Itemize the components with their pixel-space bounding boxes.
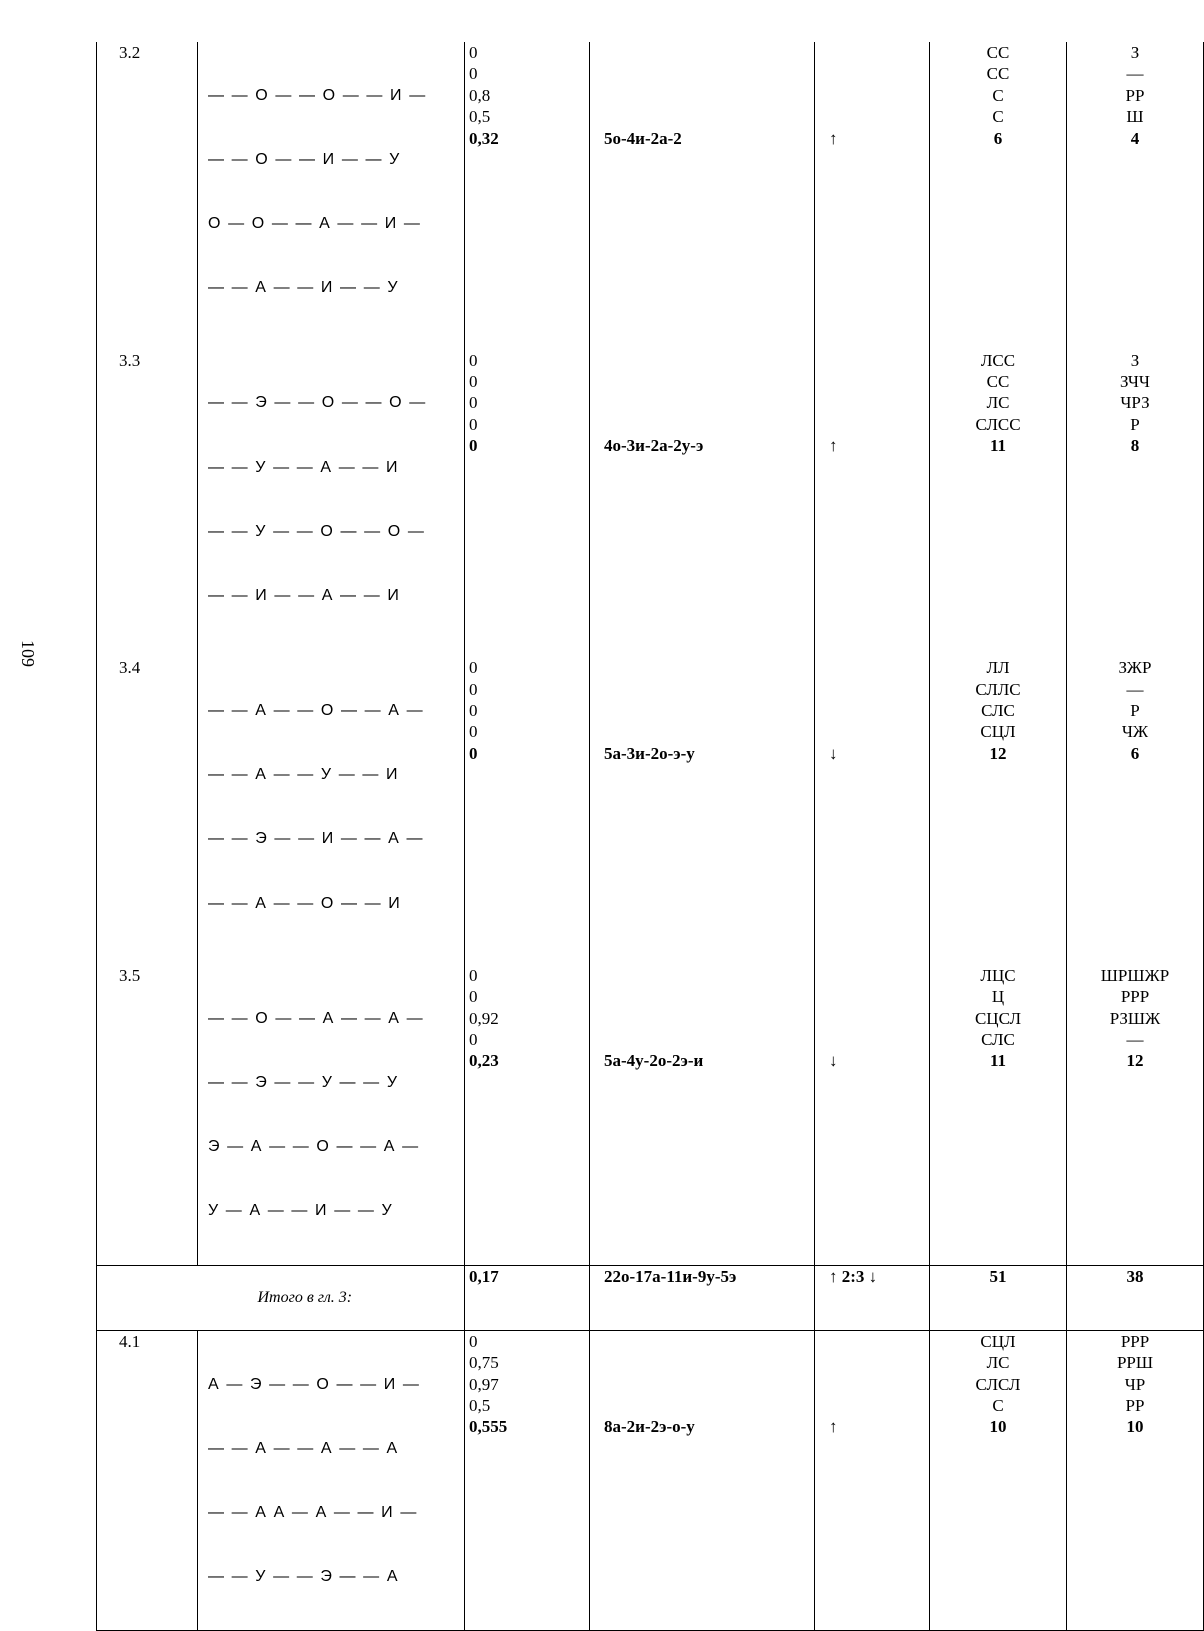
col-a-line: С: [992, 1395, 1004, 1415]
col-a-line: СЦЛ: [980, 1331, 1016, 1351]
value-cell: [465, 1330, 590, 1631]
col-a-line: СЛС: [981, 1030, 1015, 1050]
value-line: 0: [469, 701, 478, 721]
col-a-line: СС: [986, 372, 1010, 392]
pattern-line: — — А — — И — — У: [208, 279, 400, 297]
value-line: 0: [469, 1331, 478, 1351]
col-b-total: 12: [1126, 1051, 1144, 1071]
col-b-line: Ш: [1126, 107, 1144, 127]
formula: 5а-3и-2о-э-у: [604, 743, 695, 763]
table-row: [97, 42, 1204, 342]
pattern-line: — — О — — О — — И —: [208, 86, 427, 104]
col-a-line: Ц: [991, 987, 1005, 1007]
pattern-line: О — О — — А — — И —: [208, 215, 422, 233]
arrow-icon: ↑: [829, 1417, 838, 1437]
value-line: 0: [469, 64, 478, 84]
arrow-cell: [815, 350, 930, 650]
arrow-cell: [815, 657, 930, 957]
summary-label: Итого в гл. 3:: [257, 1288, 353, 1306]
col-a-cell: [930, 350, 1067, 650]
pattern-line: У — А — — И — — У: [208, 1202, 394, 1220]
table-row: [97, 350, 1204, 650]
col-a-cell: [930, 1330, 1067, 1631]
pattern-cell: [198, 350, 465, 650]
summary-formula: 22о-17а-11и-9у-5э: [590, 1265, 815, 1330]
summary-value: 0,17: [465, 1265, 590, 1330]
summary-col-b: 38: [1067, 1265, 1204, 1330]
total-value: 0: [469, 436, 478, 456]
col-b-line: З: [1130, 350, 1140, 370]
summary-row: [97, 1265, 1204, 1330]
col-b-line: РРР: [1120, 1331, 1150, 1351]
col-b-line: —: [1126, 1030, 1144, 1050]
col-a-line: ЛС: [986, 393, 1010, 413]
value-line: 0: [469, 43, 478, 62]
value-cell: [465, 42, 590, 342]
col-b-line: —: [1126, 64, 1144, 84]
col-a-line: СЛЛС: [975, 679, 1021, 699]
col-b-line: ЧЖ: [1121, 722, 1149, 742]
arrow-icon: ↓: [829, 743, 838, 763]
value-cell: [465, 965, 590, 1265]
pattern-line: — — А — — А — — А: [208, 1439, 399, 1457]
col-a-line: ЛСС: [980, 350, 1016, 370]
analysis-table: [96, 42, 1204, 1631]
col-a-total: 10: [989, 1417, 1007, 1437]
row-id: 4.1: [97, 1330, 198, 1631]
pattern-line: А — Э — — О — — И —: [208, 1375, 421, 1393]
col-a-line: СЛСЛ: [975, 1374, 1021, 1394]
total-value: 0,32: [469, 128, 499, 148]
col-a-line: С: [992, 85, 1004, 105]
col-b-line: Р: [1130, 701, 1140, 721]
formula-cell: [590, 965, 815, 1265]
pattern-line: — — О — — И — — У: [208, 151, 401, 169]
col-b-line: З: [1130, 43, 1140, 62]
pattern-line: — — А — — У — — И: [208, 766, 400, 784]
col-b-cell: [1067, 42, 1204, 342]
value-line: 0: [469, 987, 478, 1007]
table-row: [97, 1330, 1204, 1631]
value-line: 0: [469, 658, 478, 678]
col-b-line: ЗЧЧ: [1120, 372, 1150, 392]
row-id: 3.4: [97, 657, 198, 957]
formula-cell: [590, 1330, 815, 1631]
col-a-line: СЦЛ: [980, 722, 1016, 742]
summary-label-cell: [198, 1265, 465, 1330]
formula-cell: [590, 350, 815, 650]
col-b-total: 8: [1130, 436, 1140, 456]
pattern-line: — — Э — — О — — О —: [208, 394, 427, 412]
pattern-line: — — И — — А — — И: [208, 587, 401, 605]
col-b-total: 10: [1126, 1417, 1144, 1437]
col-b-line: ЧР: [1124, 1374, 1146, 1394]
pattern-line: — — У — — О — — О —: [208, 522, 426, 540]
col-a-line: С: [992, 107, 1004, 127]
arrow-cell: [815, 42, 930, 342]
value-line: 0: [469, 679, 478, 699]
col-b-line: ЗЖР: [1118, 658, 1152, 678]
table-row: [97, 965, 1204, 1265]
summary-arrow: ↑ 2:3 ↓: [815, 1265, 930, 1330]
col-a-cell: [930, 657, 1067, 957]
col-b-line: РР: [1125, 85, 1145, 105]
formula: 4о-3и-2а-2у-э: [604, 436, 704, 456]
col-a-line: СЛСС: [975, 414, 1021, 434]
value-line: 0,5: [469, 107, 491, 127]
col-a-total: 12: [989, 743, 1007, 763]
value-cell: [465, 657, 590, 957]
value-line: 0,97: [469, 1374, 499, 1394]
summary-col-a: 51: [930, 1265, 1067, 1330]
row-id: 3.3: [97, 350, 198, 650]
pattern-line: — — А — — О — — И: [208, 894, 402, 912]
col-b-line: ЧРЗ: [1120, 393, 1150, 413]
col-b-total: 6: [1130, 743, 1140, 763]
arrow-cell: [815, 965, 930, 1265]
row-id: 3.2: [97, 42, 198, 342]
col-b-cell: [1067, 965, 1204, 1265]
col-a-total: 11: [989, 1051, 1007, 1071]
pattern-line: — — У — — Э — — А: [208, 1568, 400, 1586]
col-b-total: 4: [1130, 128, 1140, 148]
formula: 5а-4у-2о-2э-и: [604, 1051, 704, 1071]
value-line: 0: [469, 1030, 478, 1050]
col-b-line: —: [1126, 679, 1144, 699]
pattern-cell: [198, 1330, 465, 1631]
total-value: 0: [469, 743, 478, 763]
pattern-line: — — У — — А — — И: [208, 458, 400, 476]
pattern-cell: [198, 42, 465, 342]
value-line: 0: [469, 414, 478, 434]
value-cell: [465, 350, 590, 650]
formula: 8а-2и-2э-о-у: [604, 1417, 695, 1437]
value-line: 0: [469, 965, 478, 985]
col-a-line: ЛЛ: [986, 658, 1010, 678]
col-a-line: СС: [986, 64, 1010, 84]
value-line: 0: [469, 722, 478, 742]
arrow-cell: [815, 1330, 930, 1631]
pattern-line: — — А — — О — — А —: [208, 702, 425, 720]
arrow-icon: ↑: [829, 128, 838, 148]
col-b-line: Р: [1130, 414, 1140, 434]
col-b-line: РР: [1125, 1395, 1145, 1415]
pattern-line: Э — А — — О — — А —: [208, 1138, 420, 1156]
arrow-icon: ↑: [829, 436, 838, 456]
formula: 5о-4и-2а-2: [604, 128, 682, 148]
pattern-line: — — О — — А — — А —: [208, 1009, 425, 1027]
arrow-icon: ↓: [829, 1051, 838, 1071]
col-a-total: 11: [989, 436, 1007, 456]
formula-cell: [590, 42, 815, 342]
pattern-line: — — Э — — У — — У: [208, 1073, 399, 1091]
value-line: 0: [469, 350, 478, 370]
col-b-cell: [1067, 657, 1204, 957]
col-b-line: ШРШЖР: [1100, 965, 1170, 985]
col-a-line: ЛС: [986, 1353, 1010, 1373]
col-b-line: РРР: [1120, 987, 1150, 1007]
pattern-line: — — А А — А — — И —: [208, 1503, 418, 1521]
col-b-cell: [1067, 1330, 1204, 1631]
value-line: 0: [469, 393, 478, 413]
table-row: [97, 657, 1204, 957]
col-a-cell: [930, 42, 1067, 342]
col-a-cell: [930, 965, 1067, 1265]
pattern-cell: [198, 965, 465, 1265]
col-a-line: ЛЦС: [980, 965, 1016, 985]
row-id: 3.5: [97, 965, 198, 1265]
col-a-total: 6: [993, 128, 1003, 148]
formula-cell: [590, 657, 815, 957]
pattern-cell: [198, 657, 465, 957]
value-line: 0,75: [469, 1353, 499, 1373]
value-line: 0,92: [469, 1008, 499, 1028]
col-a-line: СЛС: [981, 701, 1015, 721]
total-value: 0,555: [469, 1417, 508, 1437]
col-a-line: СС: [986, 43, 1010, 62]
value-line: 0,5: [469, 1395, 491, 1415]
page-number: 109: [18, 640, 38, 667]
col-b-line: РЗШЖ: [1109, 1008, 1161, 1028]
pattern-line: — — Э — — И — — А —: [208, 830, 425, 848]
total-value: 0,23: [469, 1051, 499, 1071]
col-b-cell: [1067, 350, 1204, 650]
col-b-line: РРШ: [1116, 1353, 1154, 1373]
summary-spacer: [97, 1265, 198, 1330]
col-a-line: СЦСЛ: [974, 1008, 1022, 1028]
value-line: 0,8: [469, 85, 491, 105]
value-line: 0: [469, 372, 478, 392]
